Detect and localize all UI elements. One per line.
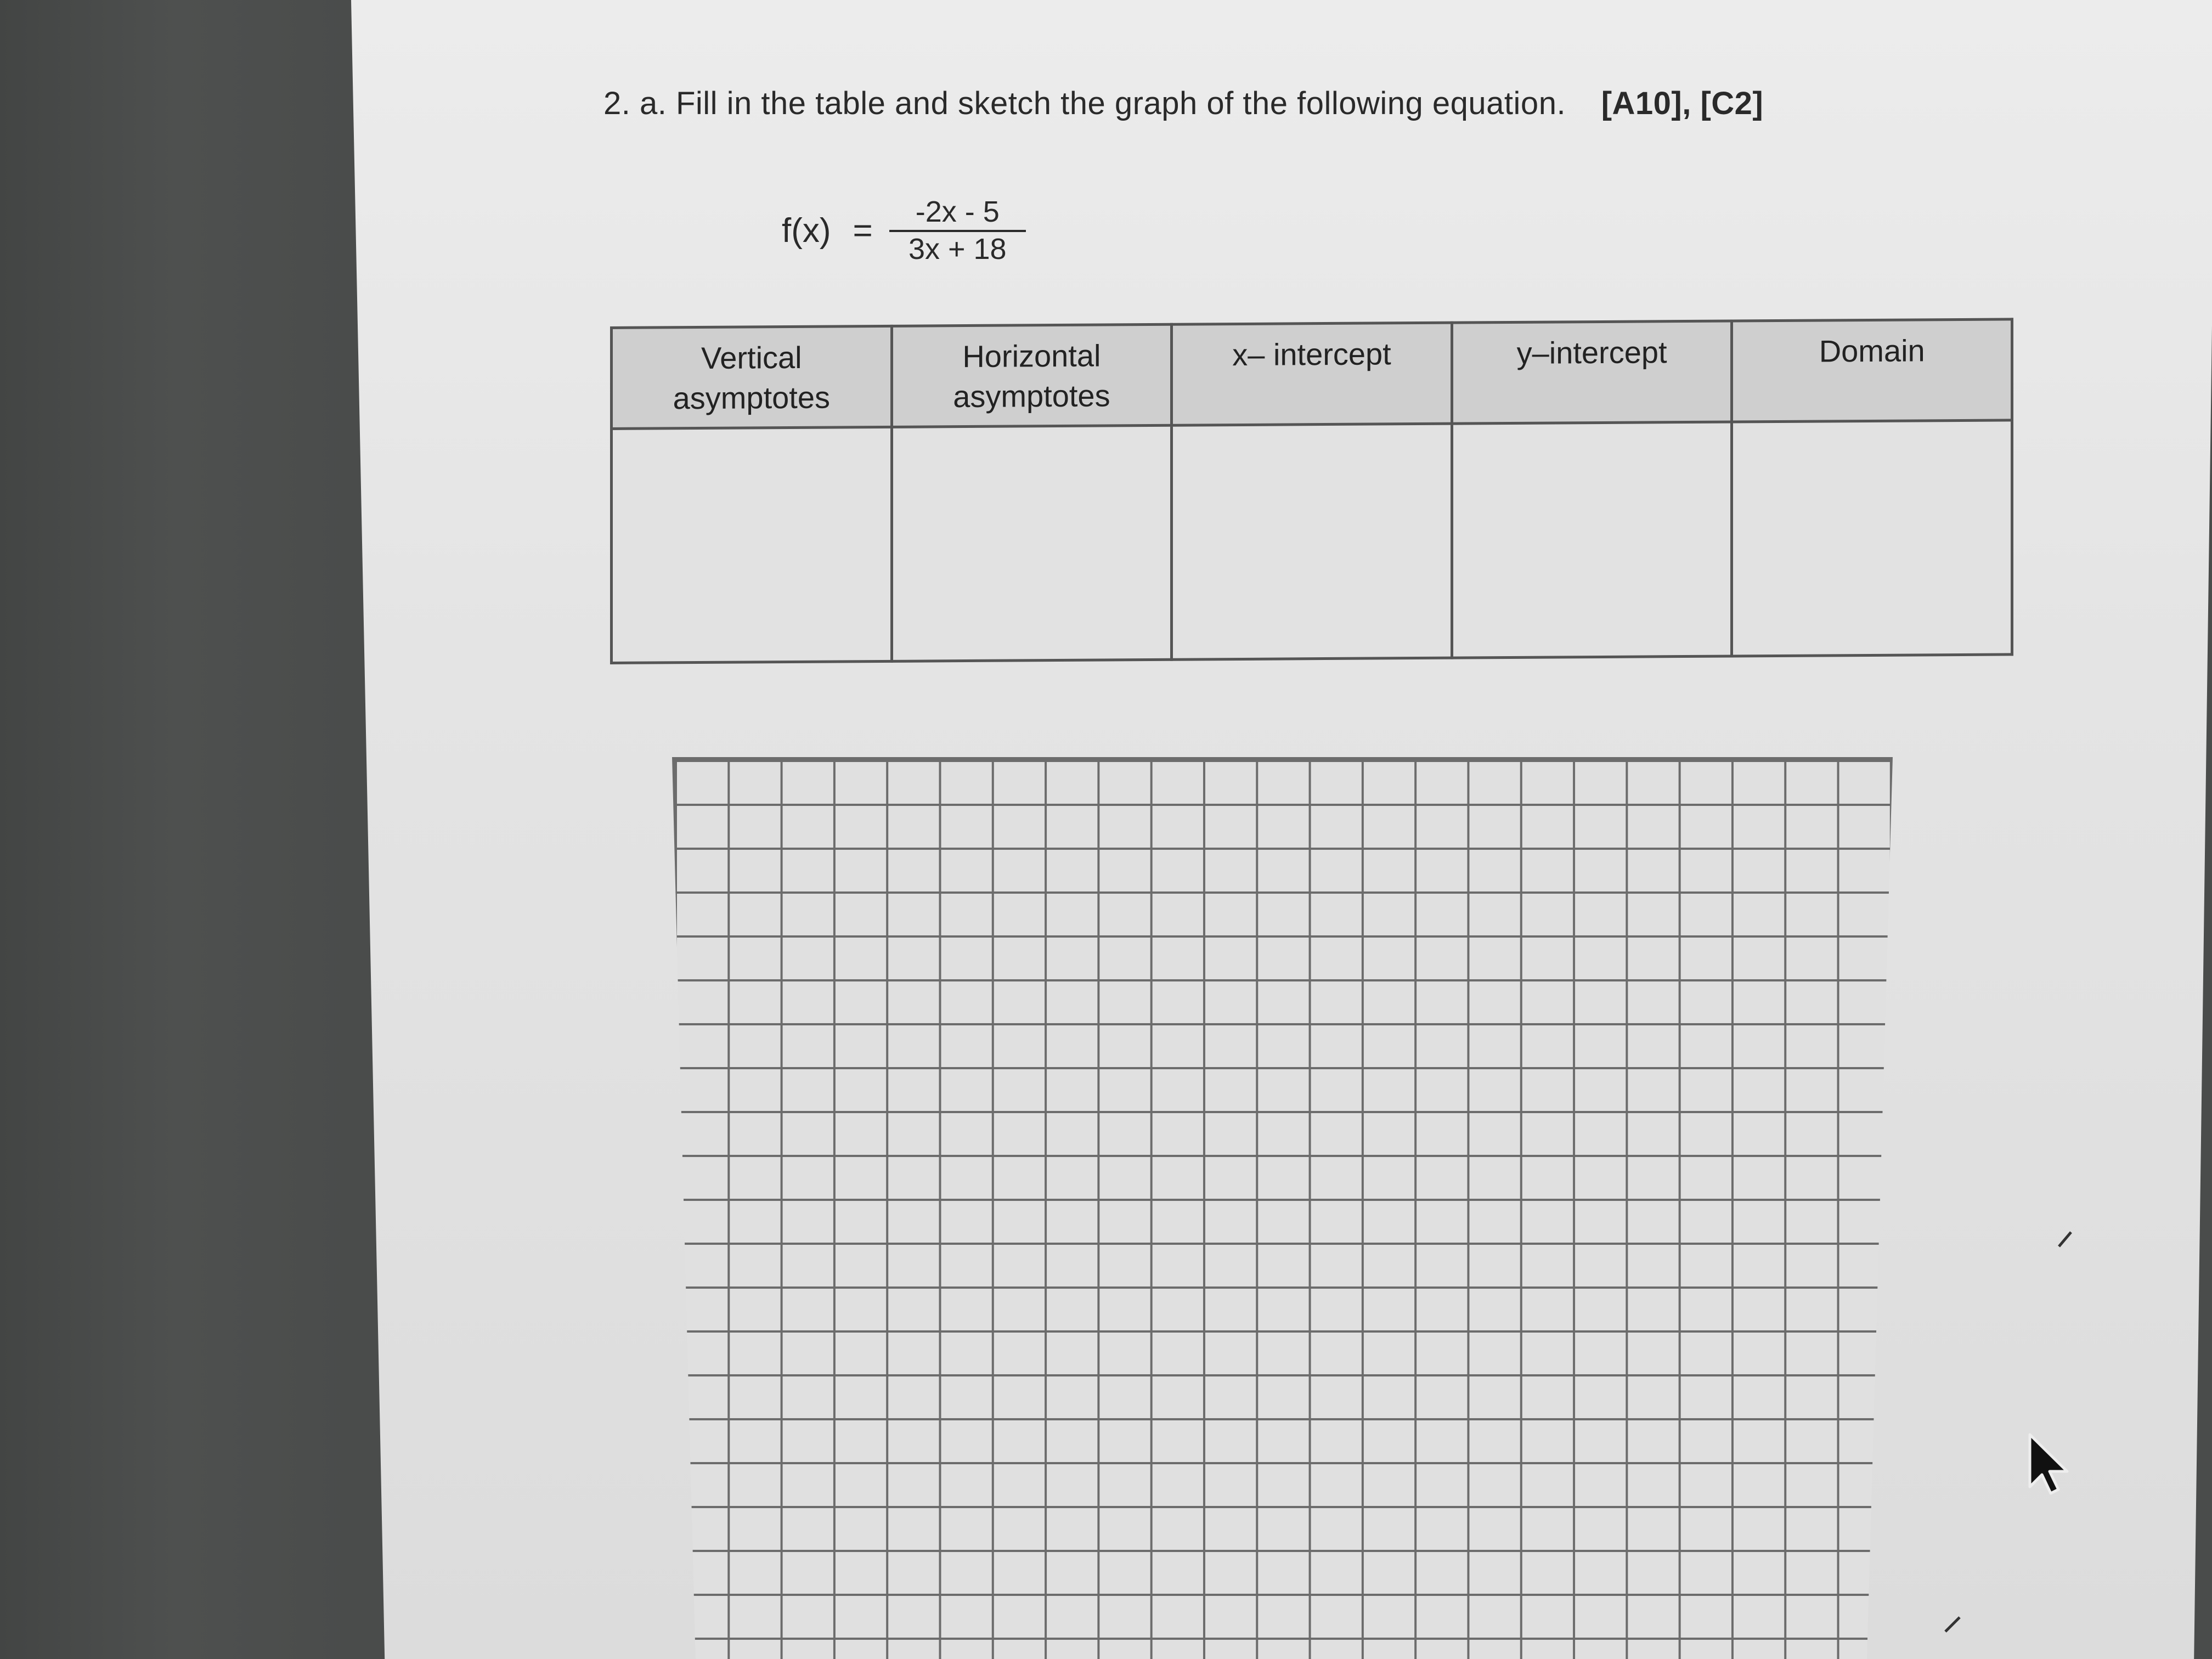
arrow-cursor-icon (2024, 1432, 2074, 1498)
answer-table (610, 318, 2013, 664)
header-line: y–intercept (1516, 335, 1667, 370)
answer-cell-horizontal-asymptotes[interactable] (891, 425, 1172, 661)
fraction (889, 197, 1026, 264)
function-name: f(x) (782, 211, 831, 250)
rational-function-equation (782, 195, 1026, 266)
pencil-mark (2055, 1229, 2076, 1251)
denominator: 3x + 18 (908, 233, 1007, 266)
header-line: Horizontal (962, 338, 1101, 374)
question-prompt (603, 85, 1763, 122)
equals-sign: = (853, 211, 873, 250)
header-line: asymptotes (953, 378, 1110, 414)
header-x-intercept (1172, 323, 1452, 425)
question-text: 2. a. Fill in the table and sketch the graph of the following equation. (603, 86, 1566, 121)
header-domain (1732, 319, 2012, 422)
answer-table-row (612, 420, 2012, 663)
answer-cell-y-intercept[interactable] (1452, 422, 1732, 658)
answer-cell-vertical-asymptotes[interactable] (612, 427, 892, 663)
answer-table-header-row (612, 319, 2012, 429)
pencil-mark (1942, 1613, 1964, 1635)
header-y-intercept (1452, 321, 1732, 424)
graph-paper-grid[interactable] (672, 757, 1893, 1659)
numerator: -2x - 5 (889, 197, 1026, 232)
curriculum-codes: [A10], [C2] (1601, 86, 1764, 121)
header-line: asymptotes (673, 380, 830, 416)
header-horizontal-asymptotes (891, 324, 1172, 427)
answer-cell-domain[interactable] (1732, 420, 2012, 656)
answer-cell-x-intercept[interactable] (1172, 424, 1452, 659)
header-vertical-asymptotes (612, 326, 892, 428)
header-line: Domain (1819, 333, 1925, 369)
header-line: Vertical (701, 340, 802, 375)
header-line: x– intercept (1232, 336, 1391, 373)
